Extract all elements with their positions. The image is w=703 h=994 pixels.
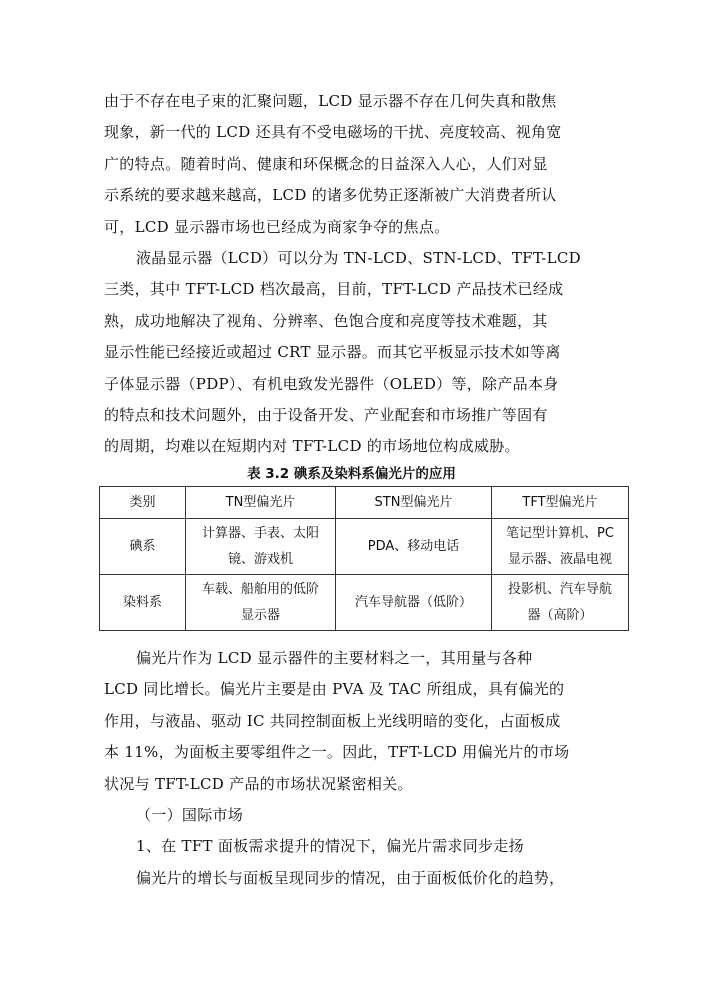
- cell-line: PDA、移动电话: [367, 538, 460, 554]
- polarizer-application-table: [99, 486, 629, 631]
- header-stn: STN型偏光片: [336, 487, 492, 519]
- cell-category: 碘系: [100, 519, 186, 575]
- cell-line: 显示器: [240, 607, 280, 623]
- text-line: 显示性能已经接近或超过 CRT 显示器。而其它平板显示技术如等离: [104, 343, 561, 362]
- cell-tn: [186, 575, 336, 631]
- cell-line: 器（高阶）: [527, 607, 593, 623]
- cell-stn: [336, 519, 492, 575]
- table-header-row: [100, 487, 629, 519]
- table-caption: 表 3.2 碘系及染料系偏光片的应用: [247, 466, 456, 482]
- text-line: 本 11%，为面板主要零组件之一。因此，TFT-LCD 用偏光片的市场: [104, 743, 570, 762]
- text-line: 状况与 TFT-LCD 产品的市场状况紧密相关。: [104, 774, 413, 793]
- cell-line: 汽车导航器（低阶）: [354, 594, 472, 610]
- cell-line: 计算器、手表、太阳: [201, 525, 319, 541]
- text-line: 液晶显示器（LCD）可以分为 TN-LCD、STN-LCD、TFT-LCD: [136, 249, 581, 267]
- text-line: 熟，成功地解决了视角、分辨率、色饱合度和亮度等技术难题，其: [104, 311, 548, 330]
- text-line: 偏光片作为 LCD 显示器件的主要材料之一，其用量与各种: [136, 649, 533, 667]
- text-line: 由于不存在电子束的汇聚问题，LCD 显示器不存在几何失真和散焦: [104, 92, 557, 110]
- text-line: 的周期，均难以在短期内对 TFT-LCD 的市场地位构成威胁。: [104, 437, 520, 456]
- paragraph-lcd-advantages: [104, 86, 600, 243]
- text-line: 广的特点。随着时尚、健康和环保概念的日益深入人心，人们对显: [104, 154, 548, 173]
- table-row: [100, 575, 629, 631]
- text-line: 示系统的要求越来越高，LCD 的诸多优势正逐渐被广大消费者所认: [104, 186, 557, 205]
- cell-tft: [492, 519, 629, 575]
- table-row: [100, 519, 629, 575]
- section-heading: （一）国际市场: [136, 806, 244, 825]
- text-line: 子体显示器（PDP）、有机电致发光器件（OLED）等，除产品本身: [104, 374, 559, 393]
- header-tft: TFT型偏光片: [492, 487, 629, 519]
- cell-category: 染料系: [100, 575, 186, 631]
- text-line: 作用，与液晶、驱动 IC 共同控制面板上光线明暗的变化，占面板成: [104, 711, 561, 730]
- paragraph-lcd-types: [104, 243, 600, 463]
- header-category: 类别: [100, 487, 186, 519]
- subheading: 1、在 TFT 面板需求提升的情况下，偏光片需求同步走扬: [136, 837, 524, 856]
- cell-line: 显示器、液晶电视: [507, 551, 612, 567]
- text-line: 偏光片的增长与面板呈现同步的情况，由于面板低价化的趋势，: [136, 868, 565, 887]
- cell-line: 镜、游戏机: [227, 551, 293, 567]
- text-line: 的特点和技术问题外，由于设备开发、产业配套和市场推广等固有: [104, 406, 548, 425]
- cell-tn: [186, 519, 336, 575]
- header-tn: TN型偏光片: [186, 487, 336, 519]
- cell-line: 车载、船舶用的低阶: [201, 581, 319, 597]
- cell-stn: [336, 575, 492, 631]
- text-line: 现象，新一代的 LCD 还具有不受电磁场的干扰、亮度较高、视角宽: [104, 123, 562, 142]
- cell-line: 笔记型计算机、PC: [506, 525, 614, 541]
- text-line: 可，LCD 显示器市场也已经成为商家争夺的焦点。: [104, 217, 450, 236]
- text-line: 三类，其中 TFT-LCD 档次最高，目前，TFT-LCD 产品技术已经成: [104, 280, 564, 299]
- cell-tft: [492, 575, 629, 631]
- paragraph-polarizer-role: [104, 643, 600, 894]
- cell-line: 投影机、汽车导航: [507, 581, 612, 597]
- text-line: LCD 同比增长。偏光片主要是由 PVA 及 TAC 所组成，具有偏光的: [104, 680, 565, 699]
